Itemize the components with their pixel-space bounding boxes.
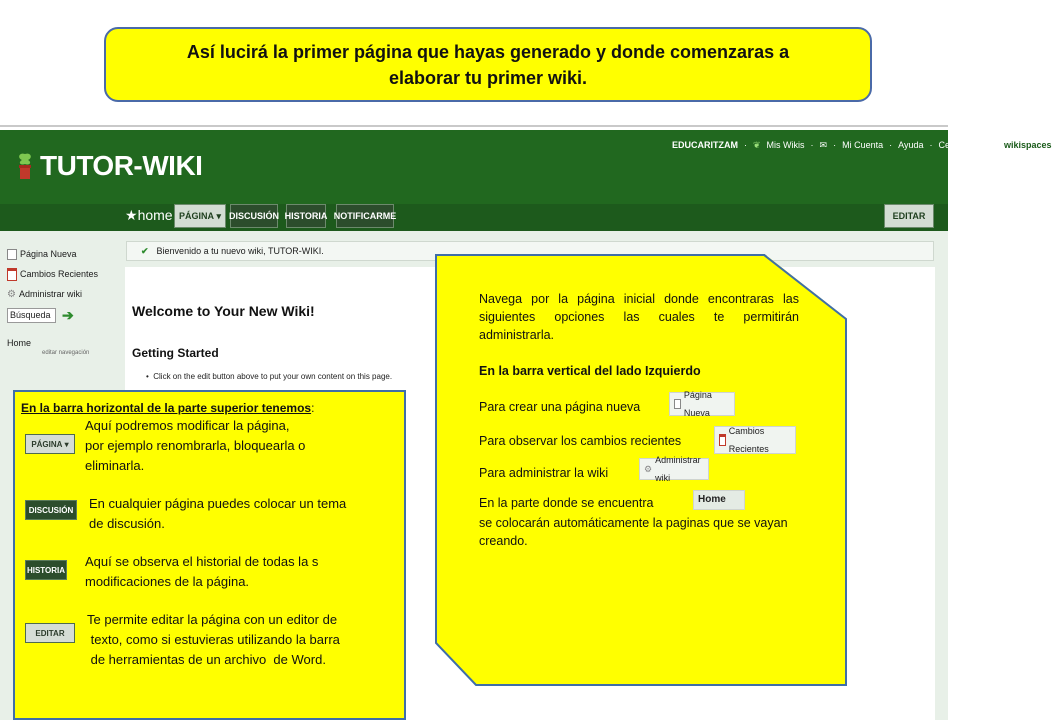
right-box-content [479, 290, 799, 550]
sidebar-item-new-page[interactable] [7, 244, 117, 264]
help-link[interactable]: Ayuda [898, 140, 924, 150]
editar-description [87, 610, 340, 670]
where-text: En la parte donde se encuentra [479, 496, 654, 510]
sidebar-item-recent-changes[interactable] [7, 264, 117, 284]
pagina-description [85, 416, 305, 476]
sidebar-item-label: Página Nueva [20, 249, 77, 259]
getting-started-heading: Getting Started [132, 346, 219, 360]
tab-pagina-label: PÁGINA [178, 211, 214, 221]
search-input[interactable]: Búsqueda [7, 308, 56, 323]
desc-line: modificaciones de la página. [85, 574, 250, 589]
chevron-down-icon: ▾ [216, 210, 222, 221]
leaf-icon: ❦ [753, 139, 761, 150]
example-discusion-button: DISCUSIÓN [25, 500, 77, 520]
star-icon: ★ [125, 207, 138, 223]
example-editar-button: EDITAR [25, 623, 75, 643]
desc-line: de herramientas de un archivo de Word. [87, 652, 326, 667]
example-pagina-button: PÁGINA ▾ [25, 434, 75, 454]
left-heading-colon: : [311, 401, 315, 415]
example-new-page-label: Página Nueva [683, 390, 712, 418]
desc-line: Aquí se observa el historial de todas la s [85, 554, 319, 569]
where-continued-text: se colocarán automáticamente la paginas que se vayan creando. [479, 516, 788, 548]
create-text: Para crear una página nueva [479, 400, 641, 414]
sidebar-search [7, 306, 117, 324]
page-icon [7, 249, 17, 260]
left-explanation-box [13, 390, 406, 720]
my-wikis-link[interactable]: Mis Wikis [766, 140, 805, 150]
search-go-arrow-icon[interactable]: ➔ [62, 306, 74, 323]
home-label: home [137, 207, 173, 223]
home-row [479, 494, 799, 514]
plant-logo-icon [14, 150, 36, 182]
tab-discusion[interactable]: DISCUSIÓN [230, 204, 278, 228]
calendar-icon [7, 268, 17, 281]
right-subheading: En la barra vertical del lado Izquierdo [479, 364, 701, 378]
instructions-bullet: • Click on the edit button above to put your own content on this page. [146, 372, 393, 381]
discusion-description [89, 494, 346, 534]
example-pagina-label: PÁGINA [31, 439, 63, 449]
wikispaces-badge[interactable]: wikispaces [1000, 138, 1056, 152]
desc-line: En cualquier página puedes colocar un tema [89, 496, 347, 511]
example-recent-changes-label: Cambios Recientes [728, 426, 769, 454]
callout-line-2: elaborar tu primer wiki. [388, 67, 588, 88]
desc-line: por ejemplo renombrarla, bloquearla o [85, 438, 306, 453]
desc-line: de discusión. [89, 516, 165, 531]
gear-icon: ⚙ [644, 464, 653, 474]
desc-line: Te permite editar la página con un editor de [87, 612, 338, 627]
sidebar-item-label: Administrar wiki [18, 289, 82, 299]
welcome-message: Bienvenido a tu nuevo wiki, TUTOR-WIKI. [156, 246, 324, 256]
desc-line: texto, como si estuvieras utilizando la barra [87, 632, 340, 647]
create-row [479, 390, 799, 418]
example-home-image: Home [693, 490, 745, 510]
left-box-heading [21, 401, 314, 415]
observe-text: Para observar los cambios recientes [479, 434, 682, 448]
home-tab[interactable] [125, 207, 173, 224]
user-bar: EDUCARITZAM · ❦ Mis Wikis · ✉ · Mi Cuenta · Ayuda · Cerrar Sesión wikispaces [672, 138, 1056, 152]
page-heading: Welcome to Your New Wiki! [132, 303, 315, 319]
example-new-page-image [669, 392, 735, 416]
edit-navigation-link[interactable]: editar navegación [42, 350, 90, 356]
mail-icon[interactable]: ✉ [819, 139, 828, 150]
example-admin-label: Administrar wiki [655, 455, 701, 483]
logout-link[interactable]: Cerrar Sesión [938, 140, 995, 150]
title-callout [104, 27, 872, 102]
tab-pagina[interactable] [174, 204, 226, 228]
sidebar-home-link[interactable]: Home [7, 338, 32, 348]
wiki-sidebar [7, 244, 117, 356]
edit-button[interactable]: EDITAR [884, 204, 934, 228]
username[interactable]: EDUCARITZAM [672, 140, 738, 150]
example-recent-changes-image [714, 426, 796, 454]
gear-icon: ⚙ [7, 288, 16, 300]
my-account-link[interactable]: Mi Cuenta [842, 140, 884, 150]
historia-description [85, 552, 318, 592]
admin-text: Para administrar la wiki [479, 466, 609, 480]
sidebar-item-manage-wiki[interactable] [7, 284, 117, 304]
example-historia-button: HISTORIA [25, 560, 67, 580]
callout-line-1: Así lucirá la primer página que hayas generado y donde comenzaras a [186, 41, 790, 62]
sidebar-item-label: Cambios Recientes [20, 269, 99, 279]
observe-row [479, 426, 799, 454]
bullet-text: Click on the edit button above to put your own content on this page. [153, 372, 393, 381]
admin-row [479, 455, 799, 484]
left-heading-text: En la barra horizontal de la parte superior tenemos [21, 401, 312, 415]
check-icon: ✔ [141, 245, 149, 256]
tab-notificarme[interactable]: NOTIFICARME [336, 204, 394, 228]
intro-text: Navega por la página inicial donde encontraras las siguientes opciones las cuales te permitirán administrarla. [479, 292, 799, 342]
example-admin-image [639, 455, 709, 483]
wiki-logo[interactable]: TUTOR-WIKI [40, 150, 203, 181]
desc-line: eliminarla. [85, 458, 145, 473]
tab-historia[interactable]: HISTORIA [286, 204, 326, 228]
desc-line: Aquí podremos modificar la página, [85, 418, 290, 433]
